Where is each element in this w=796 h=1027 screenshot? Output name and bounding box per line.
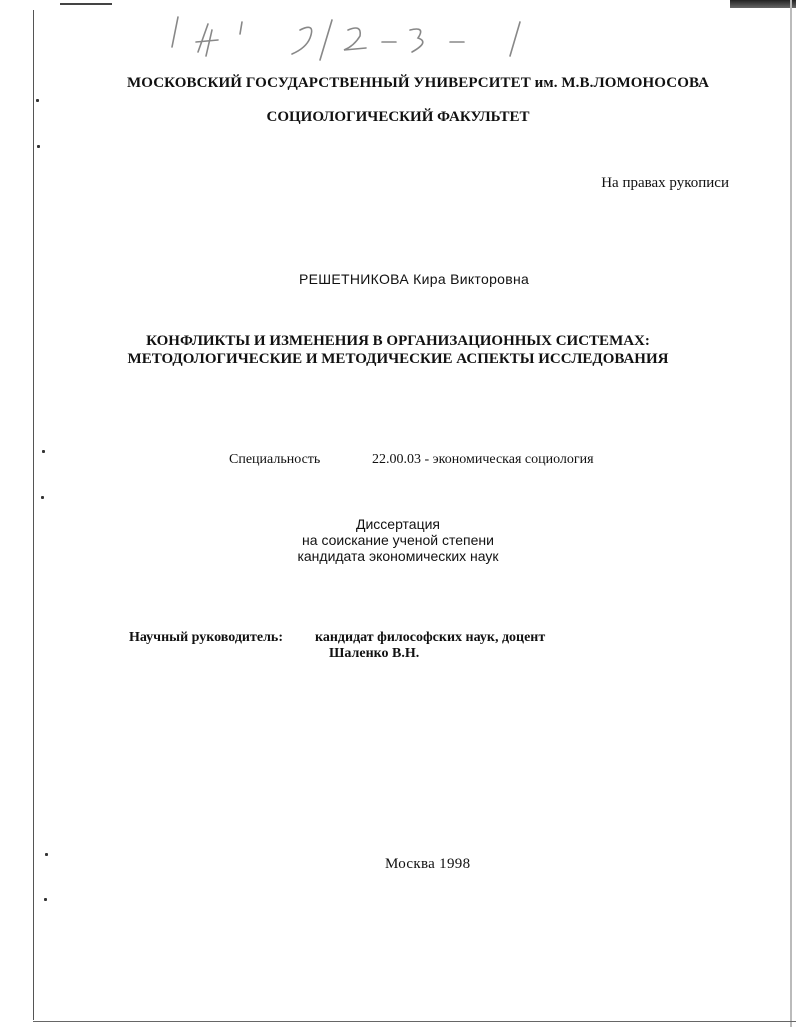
- scan-edge-top: [60, 3, 112, 5]
- specialty-value: 22.00.03 - экономическая социология: [372, 452, 594, 467]
- dissertation-type: Диссертация: [355, 516, 441, 532]
- scan-speck: [42, 450, 45, 453]
- scan-edge-bottom: [33, 1021, 796, 1022]
- scan-speck: [36, 99, 39, 102]
- supervisor-title: кандидат философских наук, доцент: [315, 630, 546, 645]
- specialty-label: Специальность: [229, 452, 321, 467]
- degree-name: кандидата экономических наук: [297, 548, 499, 564]
- degree-purpose: на соискание ученой степени: [302, 532, 494, 548]
- scan-speck: [45, 853, 48, 856]
- scan-edge-left: [33, 10, 34, 1020]
- dissertation-title-line-1: КОНФЛИКТЫ И ИЗМЕНЕНИЯ В ОРГАНИЗАЦИОННЫХ СИСТЕМАХ:: [146, 333, 650, 349]
- scan-speck: [44, 898, 47, 901]
- university-name: МОСКОВСКИЙ ГОСУДАРСТВЕННЫЙ УНИВЕРСИТЕТ им. М.В.ЛОМОНОСОВА: [127, 75, 710, 91]
- scan-edge-right: [790, 0, 792, 1027]
- scan-speck: [37, 145, 40, 148]
- scan-speck: [41, 496, 44, 499]
- city-year: Москва 1998: [385, 856, 471, 872]
- rights-notice: На правах рукописи: [601, 175, 729, 191]
- dissertation-title-line-2: МЕТОДОЛОГИЧЕСКИЕ И МЕТОДИЧЕСКИЕ АСПЕКТЫ ИССЛЕДОВАНИЯ: [127, 351, 669, 367]
- scan-corner-mark: [730, 0, 796, 8]
- supervisor-label: Научный руководитель:: [129, 630, 283, 645]
- faculty-name: СОЦИОЛОГИЧЕСКИЙ ФАКУЛЬТЕТ: [266, 109, 530, 125]
- author-name: РЕШЕТНИКОВА Кира Викторовна: [299, 271, 530, 287]
- handwritten-archive-number: [160, 12, 540, 67]
- supervisor-name: Шаленко В.Н.: [329, 646, 420, 661]
